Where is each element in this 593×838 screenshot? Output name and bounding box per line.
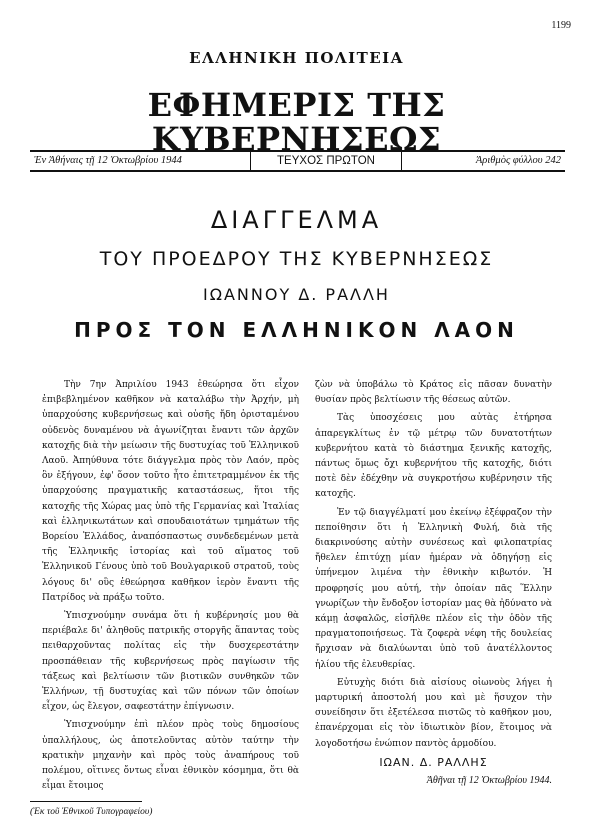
paragraph: Τὰς ὑποσχέσεις μου αὐτὰς ἐτήρησα ἀπαρεγκλίτως ἐν τῷ μέτρῳ τῶν δυνατοτήτων κυβερνήτου κατὰ τὸ διάστημα ξενικῆς κατοχῆς, πάντως ὅμως ὄχι κυβερνήτου τῆς κατοχῆς, διότι ποτὲ δὲν ἐδέχθην νὰ συγκροτήσω κυβέρνησιν τῆς κατοχῆς.: [315, 413, 552, 500]
headline-of-president: ΤΟΥ ΠΡΟΕΔΡΟΥ ΤΗΣ ΚΥΒΕΡΝΗΣΕΩΣ: [99, 248, 494, 270]
paragraph: Εὐτυχὴς διότι διὰ αἰσίους οἰωνοὺς λήγει ἡ μαρτυρική ἀποστολή μου καὶ μὲ ἥσυχον τὴν συνείδησιν ὅτι ἐξετέλεσα πιστῶς τὸ καθῆκον μου, ἐπανέρχομαι εἰς τὸν ἰδιωτικὸν βίον, ἕτοιμος νὰ λογοδοτήσω ἐνώπιον παντὸς ἁρμοδίου.: [315, 677, 552, 749]
printer-credit: (Ἐκ τοῦ Ἐθνικοῦ Τυπογραφείου): [30, 807, 153, 817]
paragraph: Τὴν 7ην Ἀπριλίου 1943 ἐθεώρησα ὅτι εἶχον ἐπιβεβλημένον καθῆκον νὰ καταλάβω τὴν Ἀρχήν, μὴ ὑπαρχούσης κυβερνήσεως καὶ οὐσῆς ἤδη ὁρισταμένου οὐδενὸς δυναμένου νὰ ἀγωνίζηται ἔναντι τῶν ἀρχῶν κατοχῆς διὰ τὴν μείωσιν τῆς δυστυχίας τοῦ Ἑλληνικοῦ Λαοῦ. Ἀπηύθυνα τότε διάγγελμα πρὸς τὸν Λαόν, πρὸς ὃν ἐξήγουν, ἐφ' ὅσον τοῦτο ἦτο ἐπιτετραμμένον ἐκ τῆς ὑπαρχούσης πραγματικῆς καταστάσεως, ἥτοι τῆς κατοχῆς τῆς Χώρας μας ὑπὸ τῆς Γερμανίας καὶ Ἰταλίας καὶ ἑλληνικωτάτων καὶ σπουδαιοτάτων τμημάτων τῆς Βορείου Ἑλλάδος, ἀναπόσπαστως συνδεδεμένων μετὰ τῆς Ἑλληνικῆς ἱστορίας καὶ τοῦ αἵματος τοῦ Ἑλληνικοῦ Γένους ὑπὸ τοῦ Βουλγαρικοῦ στρατοῦ, τοὺς λόγους δι' οὓς ἐθεώρησα καθῆκον ἱερὸν ἔναντι τῆς Πατρίδος νὰ πράξω τοῦτο.: [42, 380, 299, 603]
issue-sheet-number: Ἀριθμὸς φύλλου 242: [475, 155, 561, 166]
paragraph: Ἐν τῷ διαγγέλματί μου ἐκείνῳ ἐξέφραζον τὴν πεποίθησιν ὅτι ἡ Ἑλληνικὴ Φυλή, διὰ τῆς διακρινούσης αὐτὴν συνέσεως καὶ φιλοπατρίας ἤθελεν ἐπιτύχῃ μίαν ἡμέραν νὰ ὁδηγήσῃ εἰς ὑπήνεμον λιμένα τὴν ἐθνικὴν κιβωτόν. Ἡ προφρησίς μου αὐτή, τὴν ὁποίαν πᾶς Ἕλλην γνωρίζων τὴν ἔνδοξον ἱστορίαν μας θὰ ἠδύνατο νὰ κάμῃ ἀσφαλῶς, εἰσῆλθε πλέον εἰς τὴν ὁδὸν τῆς πραγματοποιήσεως. Τὰ ζοφερὰ νέφη τῆς δουλείας ἤρχισαν νὰ διαλύωνται ὑπὸ τοῦ ἀνατέλλοντος ἡλίου τῆς ἐλευθερίας.: [315, 507, 552, 670]
issue-bar: [30, 150, 565, 172]
page-number: 1199: [551, 20, 571, 31]
paragraph: ζὼν νὰ ὑποβάλω τὸ Κράτος εἰς πᾶσαν δυνατὴν θυσίαν πρὸς βελτίωσιν τῆς θέσεως αὐτῶν.: [315, 380, 552, 406]
headline-name: ΙΩΑΝΝΟΥ Δ. ΡΑΛΛΗ: [203, 285, 390, 304]
footer-rule: [30, 801, 142, 802]
gazette-title: ΕΦΗΜΕΡΙΣ ΤΗΣ ΚΥΒΕΡΝΗΣΕΩΣ: [147, 86, 446, 158]
signed-date: Ἀθῆναι τῇ 12 Ὀκτωβρίου 1944.: [426, 775, 552, 787]
issue-date: Ἐν Ἀθήναις τῇ 12 Ὀκτωβρίου 1944: [34, 155, 182, 166]
body-column-right: [315, 378, 552, 791]
headline-proclamation: ΔΙΑΓΓΕΛΜΑ: [210, 206, 383, 234]
paragraph: Ὑπισχνούμην συνάμα ὅτι ἡ κυβέρνησίς μου θὰ περιέβαλε δι' ἀληθοῦς πατρικῆς στοργῆς ἅπαντας τοὺς πειθαρχοῦντας πολίτας εἰς τὴν δυσχερεστάτην προσπάθειαν τῆς κυβερνήσεως πρὸς παγίωσιν τῆς τάξεως καὶ βελτίωσιν τῶν βιοτικῶν συνθηκῶν τῶν Ἑλλήνων, τῇ δυστυχίας καὶ τῶν πόνων τῶν ὁποίων εἶχον, ὡς ἔλεγον, σαφεστάτην ἐπίγνωσιν.: [42, 611, 299, 713]
paragraph: Ὑπισχνούμην ἐπὶ πλέον πρὸς τοὺς δημοσίους ὑπαλλήλους, ὡς ἀποτελοῦντας αὐτὸν ταύτην τὴν κρατικὴν μηχανὴν καὶ πρὸς τοὺς ἀναπήρους τοῦ πολέμου, οἵτινες ὄντως εἶναι ἐθνικὸν κόσμημα, ὅτι θὰ εἶμαι ἕτοιμος: [42, 720, 299, 792]
headline-to-people: ΠΡΟΣ ΤΟΝ ΕΛΛΗΝΙΚΟΝ ΛΑΟΝ: [74, 318, 519, 342]
signature: ΙΩΑΝ. Δ. ΡΑΛΛΗΣ: [379, 755, 488, 769]
issue-series: ΤΕΥΧΟΣ ΠΡΩΤΟΝ: [250, 152, 402, 170]
body-column-left: [42, 378, 299, 797]
masthead-state: ΕΛΛΗΝΙΚΗ ΠΟΛΙΤΕΙΑ: [189, 49, 404, 67]
